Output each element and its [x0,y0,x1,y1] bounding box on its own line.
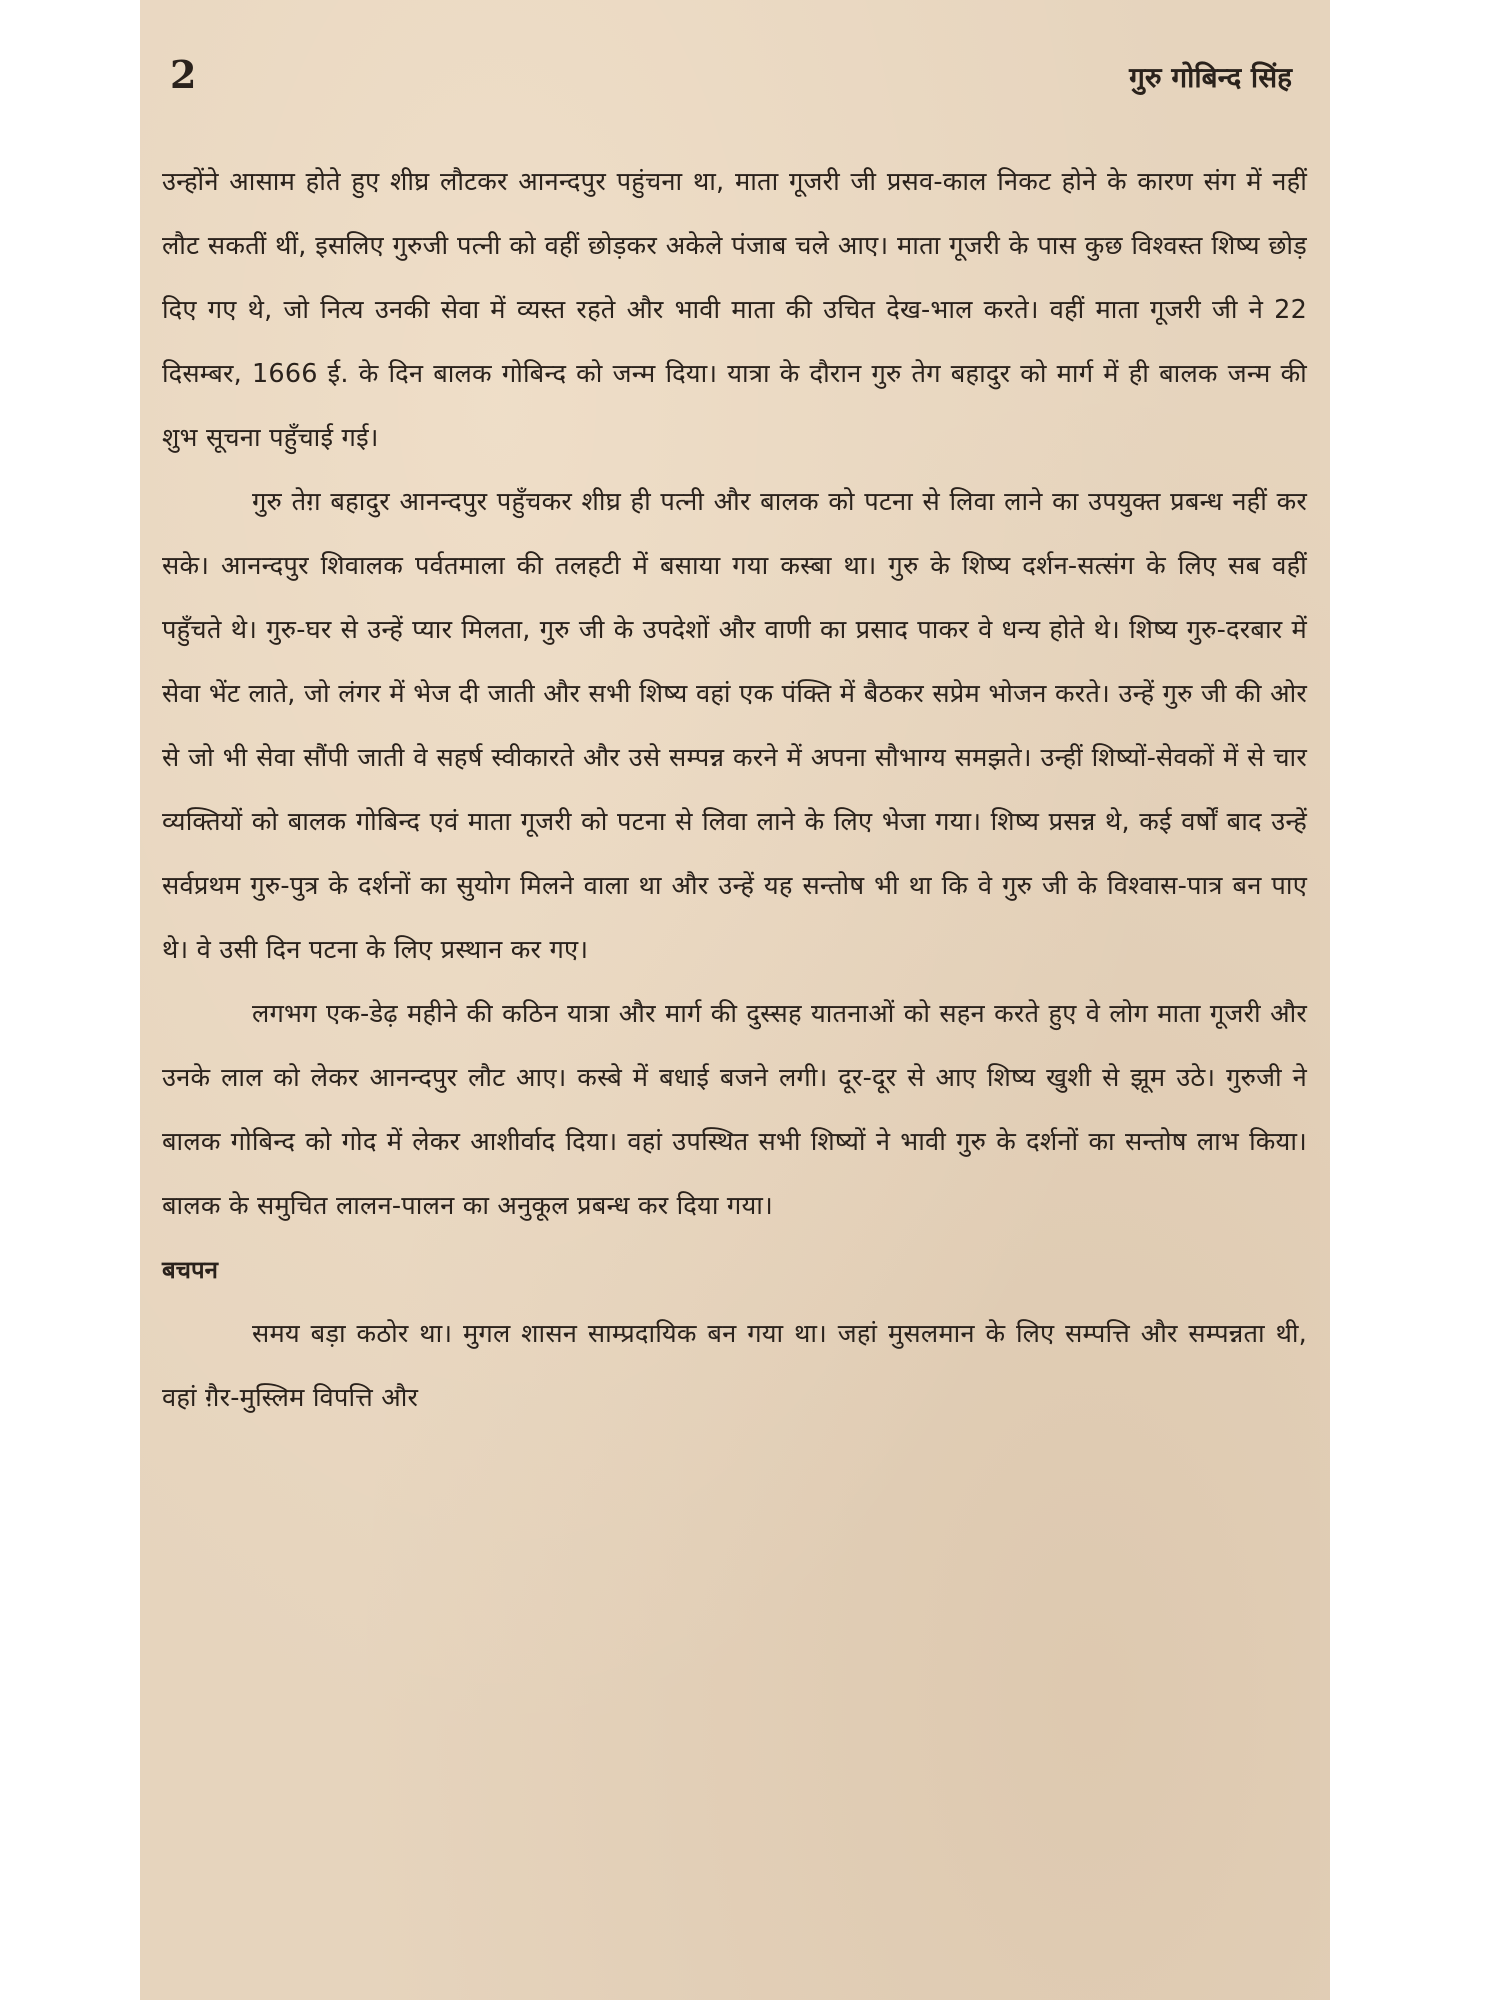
running-title: गुरु गोबिन्द सिंह [1129,61,1292,94]
paragraph-1: उन्होंने आसाम होते हुए शीघ्र लौटकर आनन्दपुर पहुंचना था, माता गूजरी जी प्रसव-काल निकट होने के कारण संग में नहीं लौट सकतीं थीं, इसलिए गुरुजी पत्नी को वहीं छोड़कर अकेले पंजाब चले आए। माता गूजरी के पास कुछ विश्वस्त शिष्य छोड़ दिए गए थे, जो नित्य उनकी सेवा में व्यस्त रहते और भावी माता की उचित देख-भाल करते। वहीं माता गूजरी जी ने 22 दिसम्बर, 1666 ई. के दिन बालक गोबिन्द को जन्म दिया। यात्रा के दौरान गुरु तेग बहादुर को मार्ग में ही बालक जन्म की शुभ सूचना पहुँचाई गई। [162,167,1307,453]
page-header [170,52,1292,102]
section-heading: बचपन [162,1256,218,1284]
page-body [162,150,1307,1430]
book-page [140,0,1330,2000]
section-paragraph: समय बड़ा कठोर था। मुगल शासन साम्प्रदायिक बन गया था। जहां मुसलमान के लिए सम्पत्ति और सम्पन्नता थी, वहां ग़ैर-मुस्लिम विपत्ति और [162,1319,1307,1413]
paragraph-3: लगभग एक-डेढ़ महीने की कठिन यात्रा और मार्ग की दुस्सह यातनाओं को सहन करते हुए वे लोग माता गूजरी और उनके लाल को लेकर आनन्दपुर लौट आए। कस्बे में बधाई बजने लगी। दूर-दूर से आए शिष्य खुशी से झूम उठे। गुरुजी ने बालक गोबिन्द को गोद में लेकर आशीर्वाद दिया। वहां उपस्थित सभी शिष्यों ने भावी गुरु के दर्शनों का सन्तोष लाभ किया। बालक के समुचित लालन-पालन का अनुकूल प्रबन्ध कर दिया गया। [162,999,1307,1221]
paragraph-2: गुरु तेग़ बहादुर आनन्दपुर पहुँचकर शीघ्र ही पत्नी और बालक को पटना से लिवा लाने का उपयुक्त प्रबन्ध नहीं कर सके। आनन्दपुर शिवालक पर्वतमाला की तलहटी में बसाया गया कस्बा था। गुरु के शिष्य दर्शन-सत्संग के लिए सब वहीं पहुँचते थे। गुरु-घर से उन्हें प्यार मिलता, गुरु जी के उपदेशों और वाणी का प्रसाद पाकर वे धन्य होते थे। शिष्य गुरु-दरबार में सेवा भेंट लाते, जो लंगर में भेज दी जाती और सभी शिष्य वहां एक पंक्ति में बैठकर सप्रेम भोजन करते। उन्हें गुरु जी की ओर से जो भी सेवा सौंपी जाती वे सहर्ष स्वीकारते और उसे सम्पन्न करने में अपना सौभाग्य समझते। उन्हीं शिष्यों-सेवकों में से चार व्यक्तियों को बालक गोबिन्द एवं माता गूजरी को पटना से लिवा लाने के लिए भेजा गया। शिष्य प्रसन्न थे, कई वर्षों बाद उन्हें सर्वप्रथम गुरु-पुत्र के दर्शनों का सुयोग मिलने वाला था और उन्हें यह सन्तोष भी था कि वे गुरु जी के विश्वास-पात्र बन पाए थे। वे उसी दिन पटना के लिए प्रस्थान कर गए। [162,487,1307,965]
page-number: 2 [170,52,197,97]
